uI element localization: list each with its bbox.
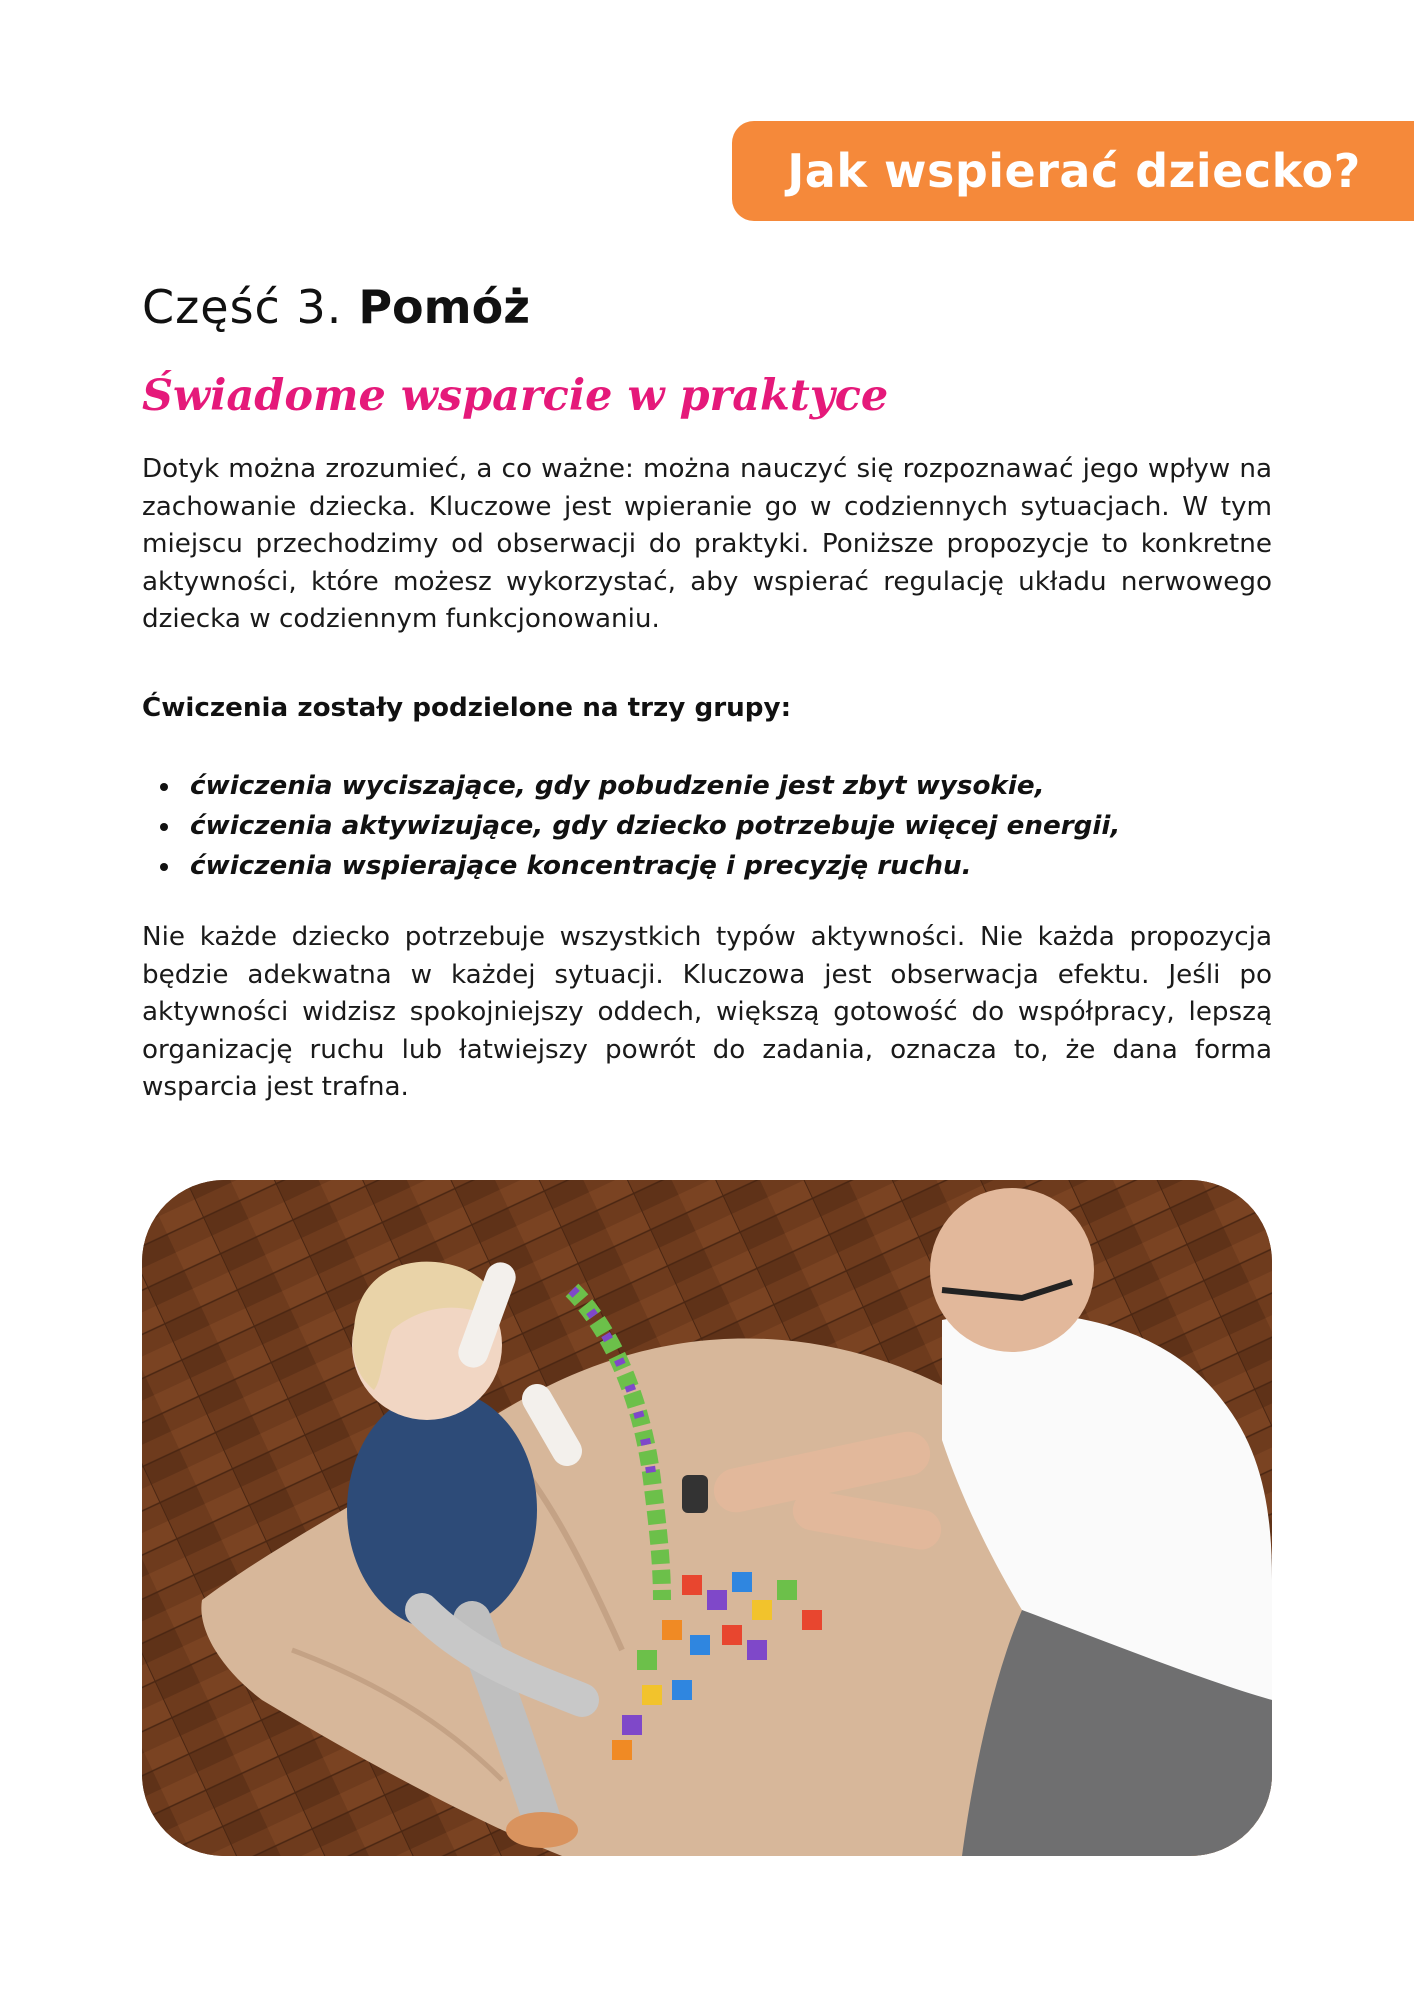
part-name: Pomóż: [358, 280, 530, 334]
bullet-icon: [160, 863, 168, 871]
child-shoe: [506, 1812, 578, 1848]
intro-paragraph: Dotyk można zrozumieć, a co ważne: można nauczyć się rozpoznawać jego wpływ na zachowanie dziecka. Kluczowe jest wpieranie go w codziennych sytuacjach. W tym miejscu przechodzimy od obserwacji do praktyki. Poniższe propozycje to konkretne aktywności, które możesz wykorzystać, aby wspierać regulację układu nerwowego dziecka w codziennym funkcjonowaniu.: [142, 454, 1272, 634]
man-head: [930, 1188, 1094, 1352]
photo: [142, 1180, 1272, 1856]
groups-heading: Ćwiczenia zostały podzielone na trzy grupy:: [142, 693, 792, 723]
bullet-icon: [160, 783, 168, 791]
part-prefix: Część 3.: [142, 280, 343, 334]
list-item: [142, 766, 1120, 806]
part-heading: [142, 270, 530, 344]
closing-paragraph: Nie każde dziecko potrzebuje wszystkich typów aktywności. Nie każda propozycja będzie adekwatna w każdej sytuacji. Kluczowa jest obserwacja efektu. Jeśli po aktywności widzisz spokojniejszy oddech, większą gotowość do współpracy, lepszą organizację ruchu lub łatwiejszy powrót do zadania, oznacza to, że dana forma wsparcia jest trafna.: [142, 922, 1272, 1102]
child-dress: [347, 1390, 537, 1630]
header-badge: [732, 121, 1414, 221]
header-badge-text: Jak wspierać dziecko?: [787, 144, 1361, 198]
list-item-text: ćwiczenia wspierające koncentrację i precyzję ruchu.: [190, 851, 972, 881]
groups-list: [142, 766, 1120, 886]
man-watch: [682, 1475, 708, 1513]
bullet-icon: [160, 823, 168, 831]
section-subtitle: Świadome wsparcie w praktyce: [142, 371, 889, 421]
photo-illustration: [142, 1180, 1272, 1856]
list-item-text: ćwiczenia wyciszające, gdy pobudzenie jest zbyt wysokie,: [190, 771, 1045, 801]
list-item: [142, 806, 1120, 846]
list-item-text: ćwiczenia aktywizujące, gdy dziecko potrzebuje więcej energii,: [190, 811, 1121, 841]
list-item: [142, 846, 1120, 886]
